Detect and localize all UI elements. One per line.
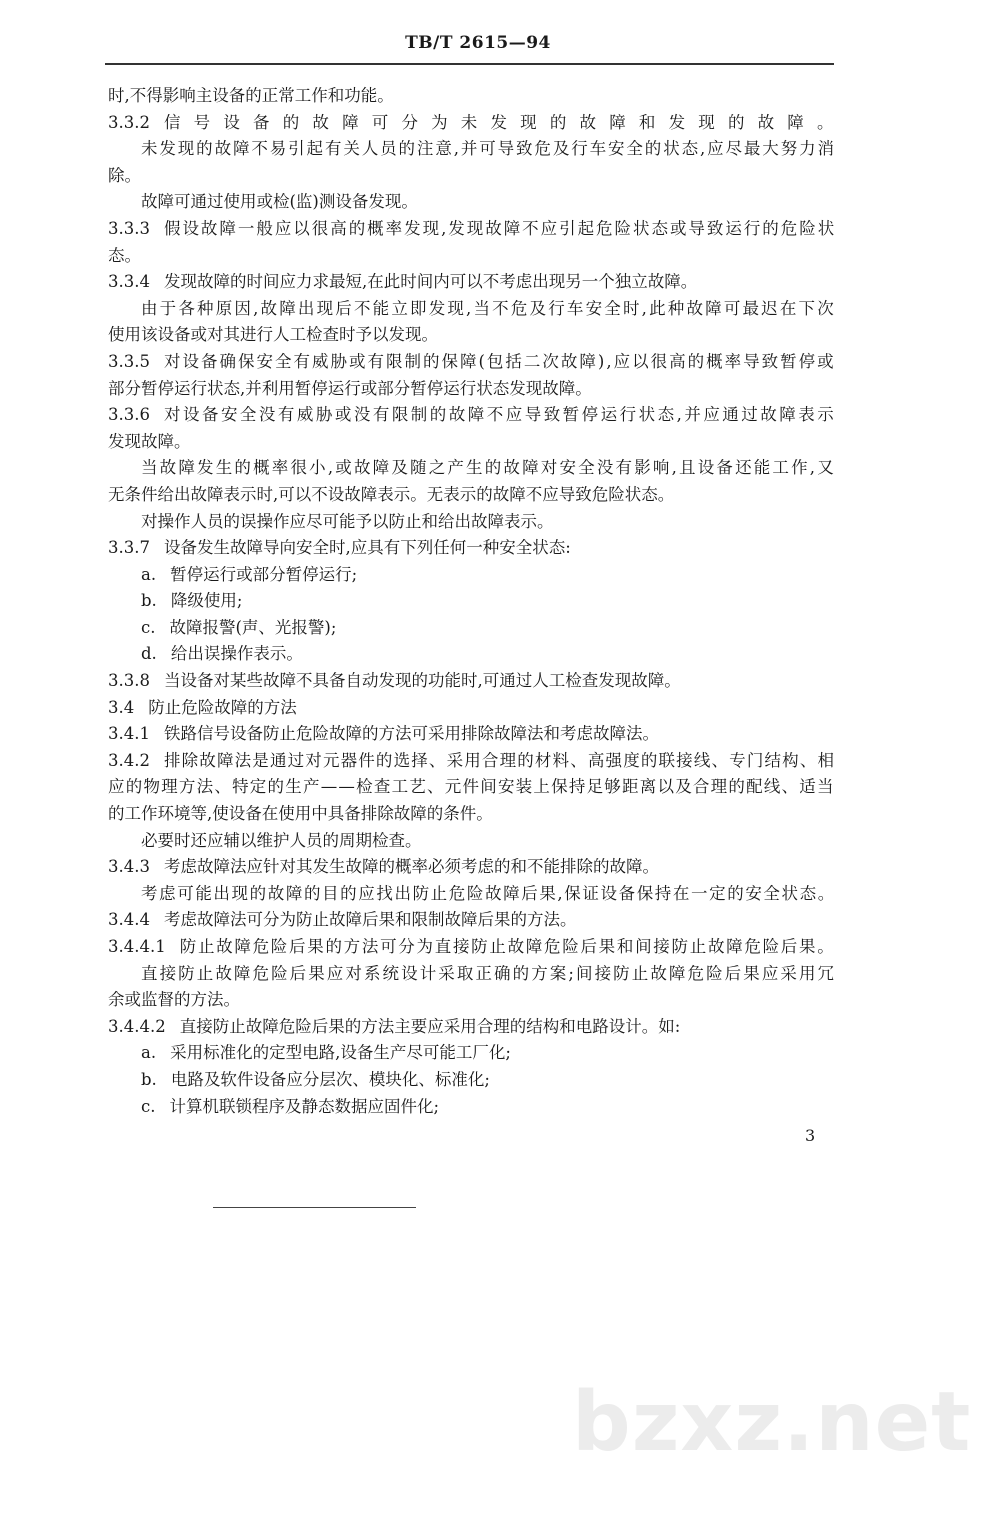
line-text: 计算机联锁程序及静态数据应固件化; [169, 1096, 440, 1116]
line-text: 态。 [108, 245, 141, 265]
clause-number: 3.3.8 [108, 671, 150, 691]
line-text: 考虑故障法可分为防止故障后果和限制故障后果的方法。 [163, 910, 577, 930]
text-line [108, 429, 834, 456]
text-line [108, 562, 834, 589]
text-line [108, 136, 834, 163]
clause-number: a. [141, 1043, 157, 1063]
text-line [108, 482, 834, 509]
text-line [108, 828, 834, 855]
text-line [108, 535, 834, 562]
text-line [108, 641, 834, 668]
text-line [108, 854, 834, 881]
line-text: 假设故障一般应以很高的概率发现,发现故障不应引起危险状态或导致运行的危险状 [163, 218, 837, 238]
clause-number: c. [141, 1096, 156, 1116]
line-text: 采用标准化的定型电路,设备生产尽可能工厂化; [170, 1043, 511, 1063]
line-text: 当故障发生的概率很小,或故障及随之产生的故障对安全没有影响,且设备还能工作,又 [141, 458, 836, 478]
text-line [108, 376, 834, 403]
text-line [108, 216, 837, 243]
line-text: 发现故障。 [108, 431, 191, 451]
line-text: 故障报警(声、光报警); [169, 617, 337, 637]
text-line [108, 1040, 834, 1067]
document-header: TB/T 2615—94 [405, 33, 551, 53]
text-line [108, 269, 834, 296]
line-text: 考虑故障法应针对其发生故障的概率必须考虑的和不能排除的故障。 [163, 857, 659, 877]
line-text: 除。 [108, 165, 141, 185]
line-text: 发现故障的时间应力求最短,在此时间内可以不考虑出现另一个独立故障。 [163, 272, 698, 292]
line-text: 设备发生故障导向安全时,应具有下列任何一种安全状态: [163, 538, 571, 558]
line-text: 应的物理方法、特定的生产——检查工艺、元件间安装上保持足够距离以及合理的配线、适当 [108, 777, 835, 797]
text-line [108, 774, 834, 801]
line-text: 降级使用; [170, 591, 243, 611]
clause-number: b. [141, 1069, 157, 1089]
text-line [108, 296, 834, 323]
line-text: 信号设备的故障可分为未发现的故障和发现的故障。 [163, 112, 847, 132]
line-text: 部分暂停运行状态,并利用暂停运行或部分暂停运行状态发现故障。 [108, 378, 592, 398]
text-line [108, 349, 834, 376]
clause-number: 3.4.4 [108, 910, 150, 930]
watermark: bzxz.net [572, 1375, 972, 1470]
clause-number: a. [141, 564, 157, 584]
line-text: 直接防止故障危险后果的方法主要应采用合理的结构和电路设计。如: [179, 1016, 681, 1036]
line-text: 余或监督的方法。 [108, 990, 240, 1010]
line-text: 未发现的故障不易引起有关人员的注意,并可导致危及行车安全的状态,应尽最大努力消 [141, 139, 836, 159]
text-line [108, 961, 837, 988]
line-text: 对操作人员的误操作应尽可能予以防止和给出故障表示。 [141, 511, 554, 531]
clause-number: 3.3.4 [108, 272, 150, 292]
line-text: 排除故障法是通过对元器件的选择、采用合理的材料、高强度的联接线、专门结构、相 [163, 750, 836, 770]
text-line [108, 615, 834, 642]
line-text: 的工作环境等,使设备在使用中具备排除故障的条件。 [108, 804, 493, 824]
clause-number: 3.3.5 [108, 351, 150, 371]
header-rule [105, 63, 834, 65]
clause-number: 3.4.4.1 [108, 937, 166, 956]
line-text: 由于各种原因,故障出现后不能立即发现,当不危及行车安全时,此种故障可最迟在下次 [141, 298, 836, 318]
text-line [108, 402, 837, 429]
line-text: 时,不得影响主设备的正常工作和功能。 [108, 86, 394, 105]
line-text: 防止故障危险后果的方法可分为直接防止故障危险后果和间接防止故障危险后果。 [179, 937, 836, 956]
clause-number: 3.4.3 [108, 857, 150, 877]
line-text: 直接防止故障危险后果应对系统设计采取正确的方案;间接防止故障危险后果应采用冗 [141, 963, 837, 983]
text-line [108, 881, 834, 908]
text-line [108, 748, 834, 775]
clause-number: 3.3.7 [108, 538, 150, 558]
line-text: 考虑可能出现的故障的目的应找出防止危险故障后果,保证设备保持在一定的安全状态。 [141, 883, 836, 903]
text-line [108, 110, 847, 137]
clause-number: 3.4.4.2 [108, 1016, 166, 1036]
text-line [108, 801, 834, 828]
text-line [108, 588, 834, 615]
text-line [108, 322, 834, 349]
text-line [108, 695, 834, 722]
document-body [108, 83, 847, 1120]
clause-number: 3.4.2 [108, 750, 150, 770]
text-line [108, 189, 834, 216]
line-text: 当设备对某些故障不具备自动发现的功能时,可通过人工检查发现故障。 [163, 671, 681, 691]
line-text: 故障可通过使用或检(监)测设备发现。 [141, 192, 418, 212]
line-text: 暂停运行或部分暂停运行; [170, 564, 358, 584]
line-text: 必要时还应辅以维护人员的周期检查。 [141, 830, 422, 850]
line-text: 给出误操作表示。 [170, 644, 303, 664]
text-line [108, 1014, 834, 1041]
line-text: 电路及软件设备应分层次、模块化、标准化; [170, 1069, 490, 1089]
text-line [108, 243, 834, 270]
clause-number: 3.3.3 [108, 218, 150, 238]
clause-number: b. [141, 591, 157, 611]
line-text: 使用该设备或对其进行人工检查时予以发现。 [108, 325, 438, 345]
text-line [108, 509, 834, 536]
text-line [108, 987, 834, 1014]
line-text: 对设备安全没有威胁或没有限制的故障不应导致暂停运行状态,并应通过故障表示 [163, 405, 837, 425]
text-line [108, 1094, 834, 1121]
clause-number: 3.3.6 [108, 405, 150, 425]
text-line [108, 163, 834, 190]
line-text: 无条件给出故障表示时,可以不设故障表示。无表示的故障不应导致危险状态。 [108, 484, 675, 504]
line-text: 防止危险故障的方法 [148, 697, 297, 717]
text-line [108, 455, 834, 482]
text-line [108, 907, 834, 934]
clause-number: 3.4.1 [108, 724, 150, 744]
text-line [108, 934, 834, 961]
clause-number: 3.4 [108, 697, 135, 717]
page-number: 3 [805, 1126, 816, 1145]
text-line [108, 721, 834, 748]
clause-number: 3.3.2 [108, 112, 150, 132]
clause-number: d. [141, 644, 157, 664]
line-text: 铁路信号设备防止危险故障的方法可采用排除故障法和考虑故障法。 [163, 724, 659, 744]
clause-number: c. [141, 617, 156, 637]
text-line [108, 668, 834, 695]
line-text: 对设备确保安全有威胁或有限制的保障(包括二次故障),应以很高的概率导致暂停或 [163, 351, 836, 371]
footer-rule [213, 1207, 416, 1208]
text-line [108, 83, 834, 110]
text-line [108, 1067, 834, 1094]
